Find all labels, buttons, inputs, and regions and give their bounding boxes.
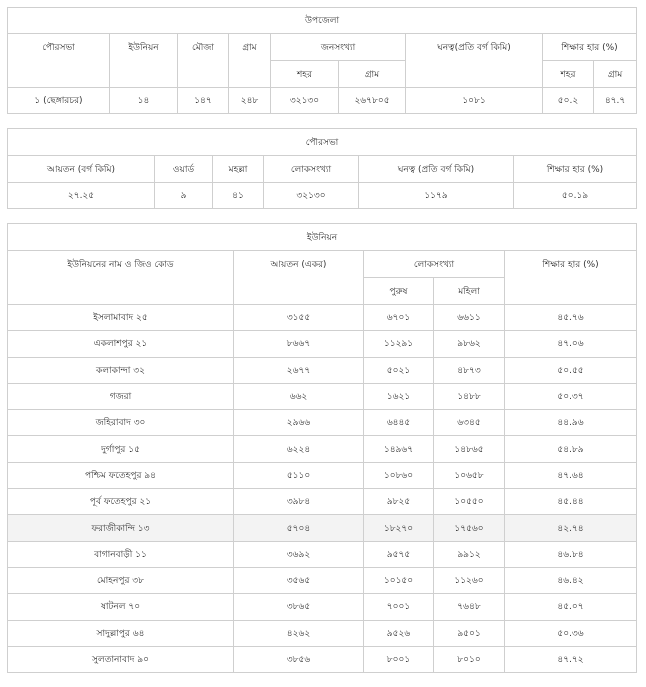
cell-female: ৭৬৪৮ — [434, 594, 505, 620]
cell-name: পূর্ব ফতেহপুর ২১ — [8, 489, 234, 515]
header-pop-urban: শহর — [271, 61, 339, 88]
cell-literacy: ৪৪.৯৬ — [505, 410, 637, 436]
cell-area: ৬২২৪ — [234, 436, 364, 462]
cell-male: ৬৪৪৫ — [364, 410, 434, 436]
header-village: গ্রাম — [229, 34, 271, 88]
cell-female: ৬৬১১ — [434, 305, 505, 331]
cell-union: ১৪ — [110, 88, 178, 114]
cell-female: ৯৯১২ — [434, 541, 505, 567]
cell-ward: ৯ — [155, 183, 213, 209]
pourashava-title: পৌরসভা — [8, 129, 637, 156]
cell-female: ১৪৮৮ — [434, 383, 505, 409]
cell-male: ৫০২১ — [364, 357, 434, 383]
table-row — [8, 383, 637, 409]
header-mahalla: মহল্লা — [213, 156, 264, 183]
header-pop-rural: গ্রাম — [339, 61, 406, 88]
cell-area: ৪২৬২ — [234, 620, 364, 646]
cell-area: ৩৮৫৬ — [234, 646, 364, 672]
cell-lit-rural: ৪৭.৭ — [594, 88, 637, 114]
cell-name: ইসলামাবাদ ২৫ — [8, 305, 234, 331]
cell-male: ৮০০১ — [364, 646, 434, 672]
header-lit-rural: গ্রাম — [594, 61, 637, 88]
cell-name: ফরাজীকান্দি ১৩ — [8, 515, 234, 541]
header-population: লোকসংখ্যা — [364, 251, 505, 278]
cell-female: ৪৮৭৩ — [434, 357, 505, 383]
union-rows — [8, 305, 637, 673]
table-row — [8, 620, 637, 646]
cell-area: ২৯৬৬ — [234, 410, 364, 436]
table-row — [8, 88, 637, 114]
cell-literacy: ৫০.৩৬ — [505, 620, 637, 646]
table-row — [8, 515, 637, 541]
cell-male: ১১২৯১ — [364, 331, 434, 357]
cell-area: ২৬৭৭ — [234, 357, 364, 383]
cell-male: ১৬২১ — [364, 383, 434, 409]
cell-male: ১০১৫০ — [364, 567, 434, 593]
cell-literacy: ৪৬.৮৪ — [505, 541, 637, 567]
cell-name: গজরা — [8, 383, 234, 409]
cell-male: ৭০০১ — [364, 594, 434, 620]
cell-area: ৩৮৬৫ — [234, 594, 364, 620]
cell-literacy: ৪৫.৪৪ — [505, 489, 637, 515]
cell-male: ৬৭০১ — [364, 305, 434, 331]
cell-area: ৫৭০৪ — [234, 515, 364, 541]
cell-female: ১০৫৫০ — [434, 489, 505, 515]
cell-male: ১০৮৬০ — [364, 462, 434, 488]
cell-area: ৩১৫৫ — [234, 305, 364, 331]
cell-literacy: ৪৭.৬৪ — [505, 462, 637, 488]
cell-female: ৮০১০ — [434, 646, 505, 672]
table-row — [8, 541, 637, 567]
header-female: মহিলা — [434, 278, 505, 305]
cell-area: ৬৬২ — [234, 383, 364, 409]
header-mouza: মৌজা — [178, 34, 229, 88]
cell-name: ষাটনল ৭০ — [8, 594, 234, 620]
cell-female: ১১২৬০ — [434, 567, 505, 593]
table-row — [8, 410, 637, 436]
cell-male: ৯৫৭৫ — [364, 541, 434, 567]
cell-area: ২৭.২৫ — [8, 183, 155, 209]
cell-male: ১৮২৭০ — [364, 515, 434, 541]
cell-literacy: ৪৫.০৭ — [505, 594, 637, 620]
table-row — [8, 567, 637, 593]
cell-area: ৩৫৬৫ — [234, 567, 364, 593]
cell-female: ১৪৮৬৫ — [434, 436, 505, 462]
cell-density: ১১৭৯ — [359, 183, 514, 209]
table-row — [8, 183, 637, 209]
cell-area: ৮৬৬৭ — [234, 331, 364, 357]
cell-literacy: ৪৭.৭২ — [505, 646, 637, 672]
header-pourashava: পৌরসভা — [8, 34, 110, 88]
upazila-title: উপজেলা — [8, 8, 637, 34]
cell-female: ৯৮৬২ — [434, 331, 505, 357]
header-male: পুরুষ — [364, 278, 434, 305]
cell-literacy: ৪৬.৪২ — [505, 567, 637, 593]
cell-name: একলাশপুর ২১ — [8, 331, 234, 357]
header-ward: ওয়ার্ড — [155, 156, 213, 183]
table-row — [8, 646, 637, 672]
cell-male: ৯৫২৬ — [364, 620, 434, 646]
cell-literacy: ৪৭.০৬ — [505, 331, 637, 357]
header-literacy: শিক্ষার হার (%) — [514, 156, 637, 183]
header-area: আয়তন (বর্গ কিমি) — [8, 156, 155, 183]
table-row — [8, 462, 637, 488]
table-row — [8, 305, 637, 331]
cell-mahalla: ৪১ — [213, 183, 264, 209]
table-row — [8, 331, 637, 357]
cell-name: সুলতানাবাদ ৯০ — [8, 646, 234, 672]
header-density: ঘনত্ব (প্রতি বর্গ কিমি) — [359, 156, 514, 183]
cell-literacy: ৪৫.৭৬ — [505, 305, 637, 331]
cell-name: পশ্চিম ফতেহপুর ৯৪ — [8, 462, 234, 488]
cell-density: ১০৮১ — [406, 88, 543, 114]
cell-pourashava: ১ (ছেঙ্গারচর) — [8, 88, 110, 114]
header-density: ঘনত্ব(প্রতি বর্গ কিমি) — [406, 34, 543, 88]
cell-area: ৩৬৯২ — [234, 541, 364, 567]
cell-name: কলাকান্দা ৩২ — [8, 357, 234, 383]
cell-area: ৫১১০ — [234, 462, 364, 488]
header-literacy: শিক্ষার হার (%) — [505, 251, 637, 305]
cell-female: ১০৬৫৮ — [434, 462, 505, 488]
cell-female: ১৭৫৬০ — [434, 515, 505, 541]
cell-male: ১৪৯৬৭ — [364, 436, 434, 462]
cell-pop-urban: ৩২১৩০ — [271, 88, 339, 114]
upazila-table — [7, 7, 637, 114]
cell-area: ৩৯৮৪ — [234, 489, 364, 515]
header-population: লোকসংখ্যা — [264, 156, 359, 183]
cell-name: জহিরাবাদ ৩০ — [8, 410, 234, 436]
cell-literacy: ৫০.৫৫ — [505, 357, 637, 383]
table-row — [8, 489, 637, 515]
header-union: ইউনিয়ন — [110, 34, 178, 88]
cell-literacy: ৫০.১৯ — [514, 183, 637, 209]
cell-literacy: ৫৪.৮৯ — [505, 436, 637, 462]
cell-literacy: ৫০.৩৭ — [505, 383, 637, 409]
cell-name: সাদুল্লাপুর ৬৪ — [8, 620, 234, 646]
table-row — [8, 436, 637, 462]
header-area: আয়তন (একর) — [234, 251, 364, 305]
cell-name: বাগানবাড়ী ১১ — [8, 541, 234, 567]
pourashava-table — [7, 128, 637, 209]
union-table — [7, 223, 637, 673]
cell-female: ৬৩৪৫ — [434, 410, 505, 436]
cell-mouza: ১৪৭ — [178, 88, 229, 114]
header-literacy: শিক্ষার হার (%) — [543, 34, 637, 61]
cell-pop-rural: ২৬৭৮০৫ — [339, 88, 406, 114]
cell-literacy: ৪২.৭৪ — [505, 515, 637, 541]
cell-lit-urban: ৫০.২ — [543, 88, 594, 114]
cell-village: ২৪৮ — [229, 88, 271, 114]
header-union-name: ইউনিয়নের নাম ও জিও কোড — [8, 251, 234, 305]
cell-name: দুর্গাপুর ১৫ — [8, 436, 234, 462]
cell-population: ৩২১৩০ — [264, 183, 359, 209]
cell-male: ৯৮২৫ — [364, 489, 434, 515]
header-population: জনসংখ্যা — [271, 34, 406, 61]
table-row — [8, 594, 637, 620]
cell-female: ৯৫০১ — [434, 620, 505, 646]
cell-name: মোহনপুর ৩৮ — [8, 567, 234, 593]
table-row — [8, 357, 637, 383]
header-lit-urban: শহর — [543, 61, 594, 88]
union-title: ইউনিয়ন — [8, 224, 637, 251]
